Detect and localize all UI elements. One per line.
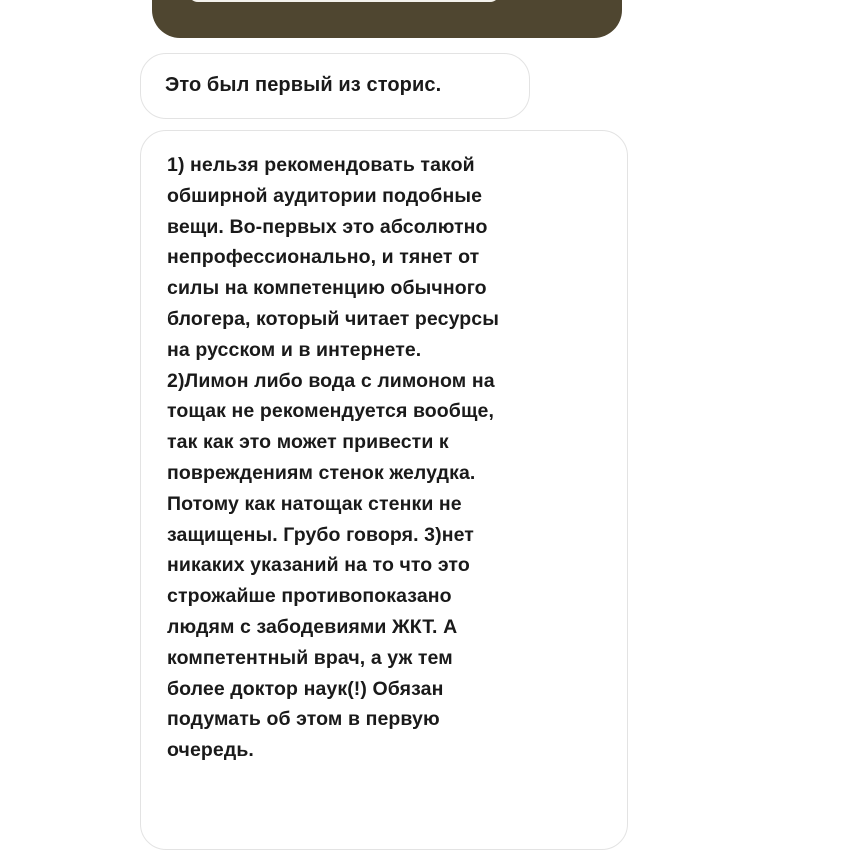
message-line: непрофессионально, и тянет от (167, 246, 480, 269)
message-line: 2)Лимон либо вода с лимоном на (167, 369, 495, 392)
message-line: вещи. Во-первых это абсолютно (167, 215, 488, 238)
message-line: компетентный врач, а уж тем (167, 646, 453, 669)
message-line: силы на компетенцию обычного (167, 277, 487, 300)
message-line: так как это может привести к (167, 431, 449, 454)
story-preview-content (188, 0, 500, 2)
message-line: блогера, который читает ресурсы (167, 307, 499, 330)
message-bubble[interactable] (140, 130, 628, 850)
message-line: подумать об этом в первую (167, 708, 440, 731)
message-line: очередь. (167, 739, 254, 762)
message-line: более доктор наук(!) Обязан (167, 677, 444, 700)
message-bubble[interactable] (140, 53, 530, 119)
message-line: людям с забодевиями ЖКТ. А (167, 615, 458, 638)
story-preview-card[interactable] (152, 0, 622, 38)
message-line: повреждениям стенок желудка. (167, 461, 476, 484)
message-line: тощак не рекомендуется вообще, (167, 400, 494, 423)
message-text: Это был первый из сторис. (165, 74, 442, 96)
message-line: на русском и в интернете. (167, 338, 422, 361)
message-line: защищены. Грубо говоря. 3)нет (167, 523, 474, 546)
message-line: строжайше противопоказано (167, 585, 452, 608)
message-line: 1) нельзя рекомендовать такой (167, 154, 475, 176)
message-line: никаких указаний на то что это (167, 554, 470, 577)
message-line: обширной аудитории подобные (167, 184, 483, 207)
message-line: Потому как натощак стенки не (167, 492, 462, 515)
